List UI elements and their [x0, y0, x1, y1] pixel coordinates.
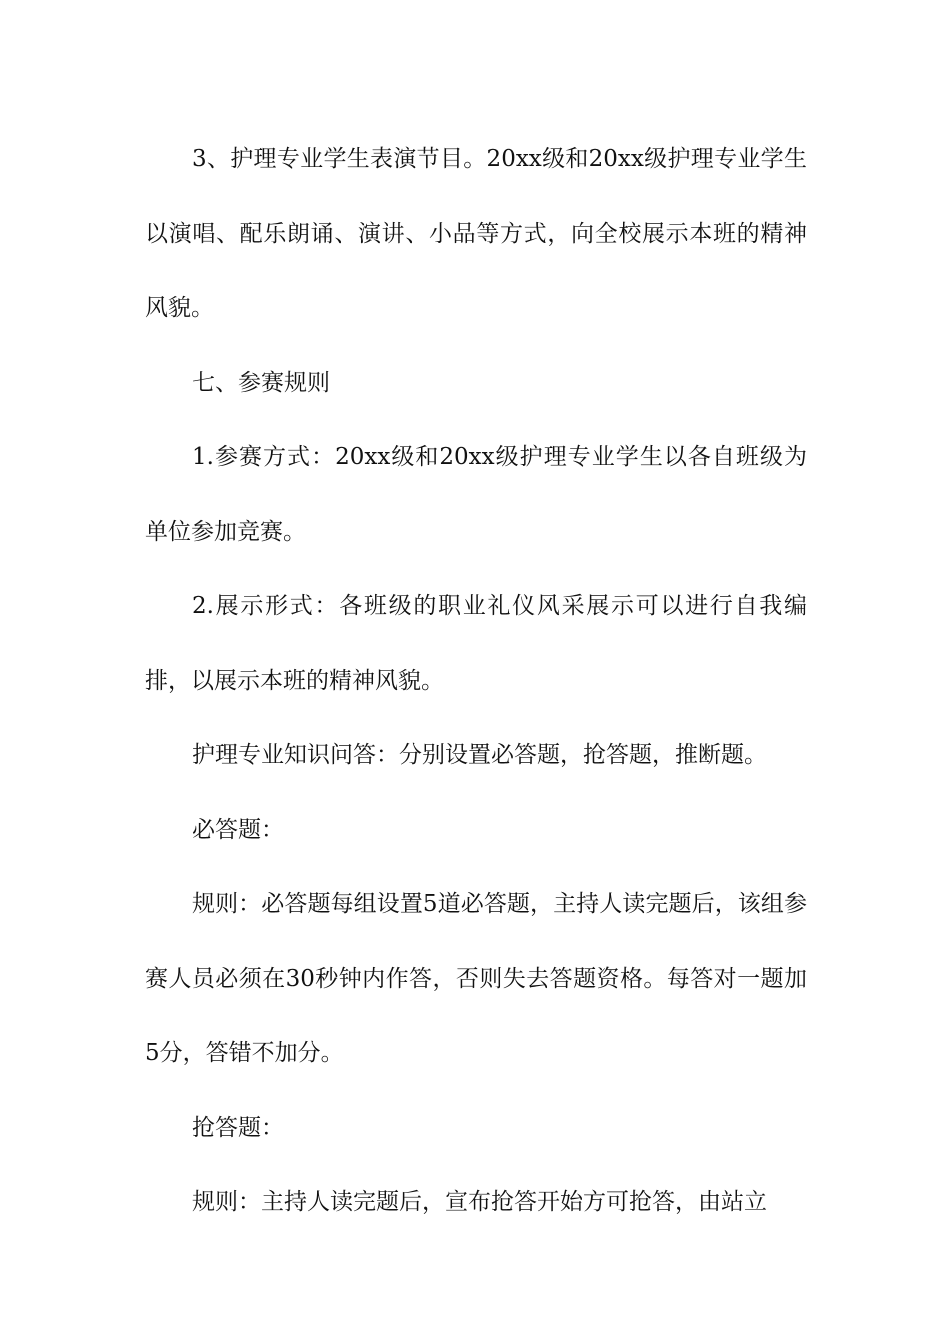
- paragraph-buzzer-rules: 规则：主持人读完题后，宣布抢答开始方可抢答，由站立: [192, 1189, 767, 1215]
- heading-buzzer-questions: 抢答题：: [192, 1114, 284, 1141]
- section-heading-rules: 七、参赛规则: [192, 369, 330, 396]
- document-body: [145, 122, 807, 1240]
- heading-required-questions: 必答题：: [192, 816, 284, 843]
- paragraph-performance: 3、护理专业学生表演节目。20xx级和20xx级护理专业学生以演唱、配乐朗诵、演讲、小品等方式，向全校展示本班的精神风貌。: [145, 146, 807, 321]
- paragraph-required-rules: 规则：必答题每组设置5道必答题，主持人读完题后，该组参赛人员必须在30秒钟内作答，否则失去答题资格。每答对一题加5分，答错不加分。: [145, 891, 807, 1066]
- paragraph-participation: 1.参赛方式：20xx级和20xx级护理专业学生以各自班级为单位参加竞赛。: [145, 444, 807, 545]
- paragraph-quiz-intro: 护理专业知识问答：分别设置必答题，抢答题，推断题。: [192, 742, 767, 768]
- paragraph-display-form: 2.展示形式：各班级的职业礼仪风采展示可以进行自我编排，以展示本班的精神风貌。: [145, 593, 807, 694]
